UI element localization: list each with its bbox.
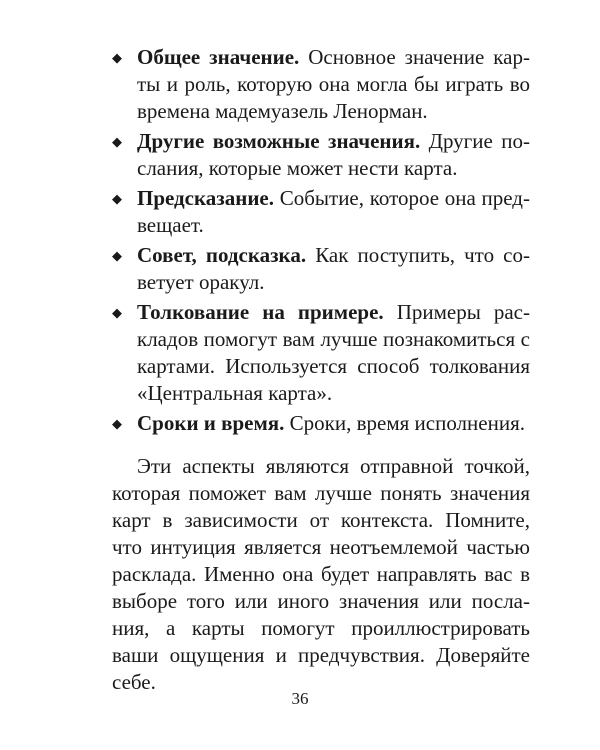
page-number: 36 [291, 689, 309, 708]
list-item-advice [112, 242, 530, 296]
list-item-term: Совет, подсказка. [137, 243, 307, 267]
list-item-text: Примеры раскладов помогут вам лучше познакомиться с картами. Используется способ толкования «Центральная карта». [137, 300, 530, 405]
list-item-text: Основное значение карты и роль, которую она могла бы играть во времена мадемуазель Ленорман. [137, 45, 530, 123]
list-item-text: Как поступить, что советует оракул. [137, 243, 531, 294]
list-item-timing [112, 410, 530, 437]
list-item-text: Сроки, время исполнения. [284, 411, 525, 435]
diamond-bullet-icon: ◆ [112, 416, 122, 431]
list-item-other-meanings [112, 128, 530, 182]
list-item-term: Общее значение. [137, 45, 300, 69]
diamond-bullet-icon: ◆ [112, 305, 122, 320]
aspects-list [112, 44, 530, 437]
list-item-term: Другие возможные значения. [137, 129, 421, 153]
list-item-term: Сроки и время. [137, 411, 285, 435]
list-item-term: Толкование на примере. [137, 300, 384, 324]
list-item-general-meaning [112, 44, 530, 125]
list-item-text: Событие, которое она предвещает. [137, 186, 530, 237]
diamond-bullet-icon: ◆ [112, 50, 122, 65]
diamond-bullet-icon: ◆ [112, 191, 122, 206]
diamond-bullet-icon: ◆ [112, 248, 122, 263]
list-item-term: Предсказание. [137, 186, 274, 210]
list-item-text: Другие послания, которые может нести карта. [137, 129, 530, 180]
list-item-example-reading [112, 299, 530, 407]
diamond-bullet-icon: ◆ [112, 134, 122, 149]
body-paragraph: Эти аспекты являются отправной точкой, которая поможет вам лучше понять значения карт в зависимости от контекста. Помните, что интуиция является неотъемлемой частью расклада. Именно она будет направлять вас в выборе того или иного значения или послания, а карты помогут проиллюстрировать ваши ощущения и предчувствия. Доверяйте себе. [112, 454, 530, 694]
page-content [112, 44, 530, 696]
list-item-prediction [112, 185, 530, 239]
